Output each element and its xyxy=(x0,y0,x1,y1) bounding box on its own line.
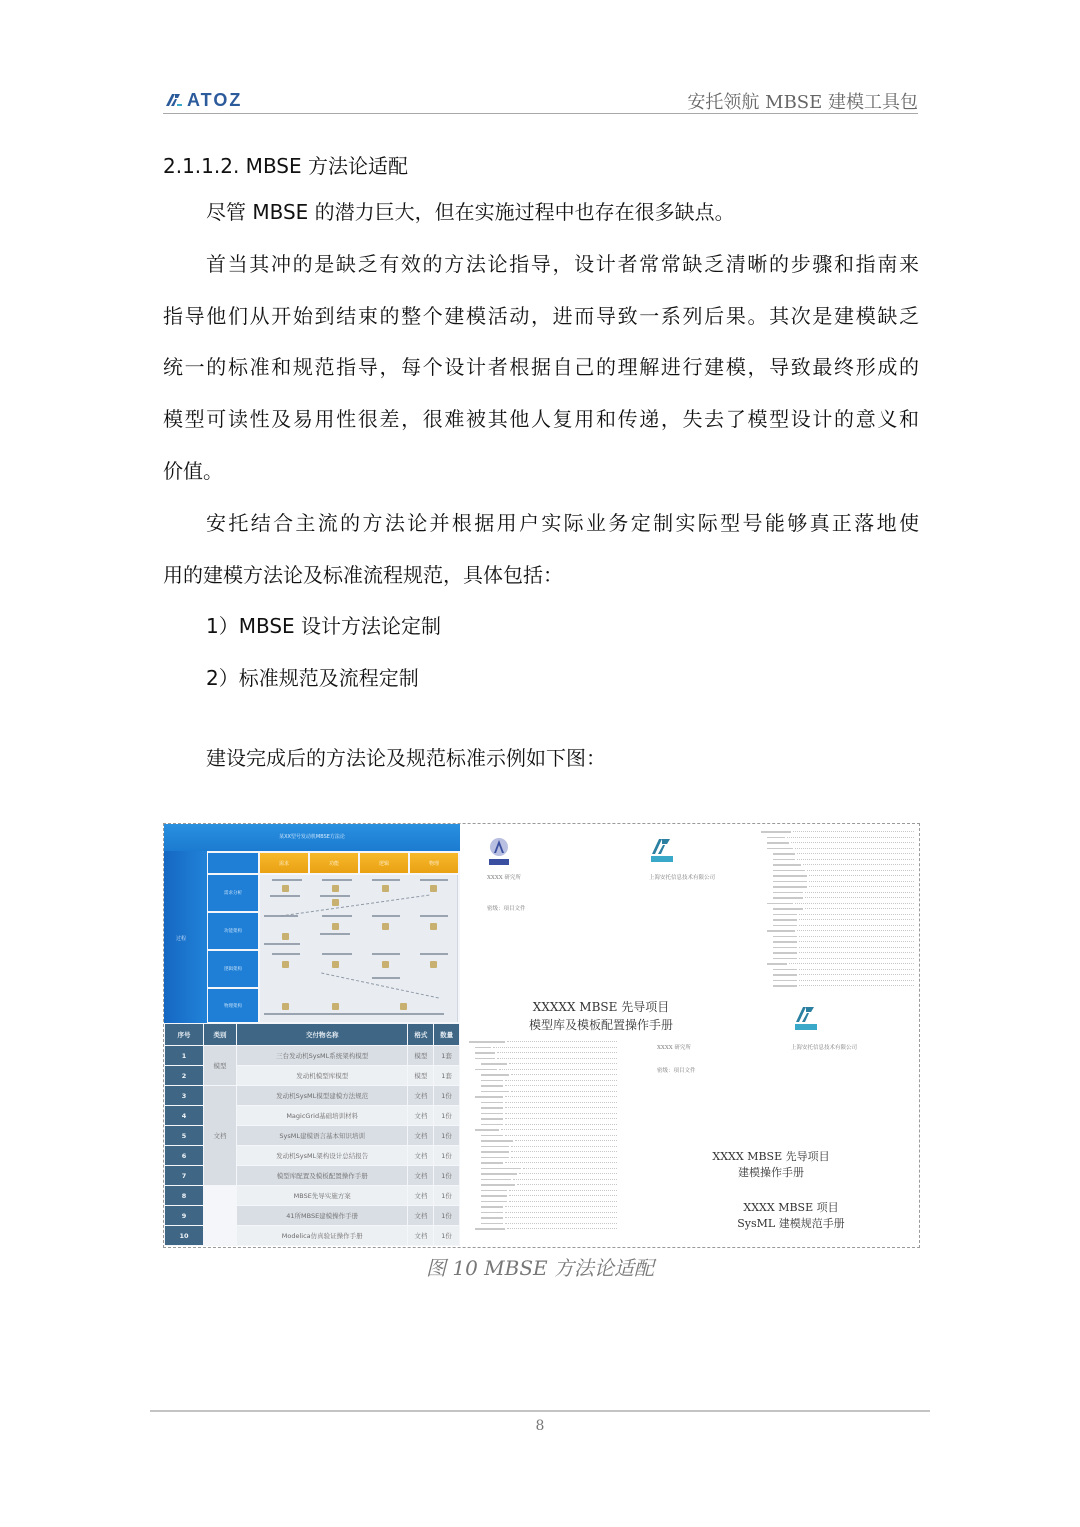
col-header-name: 交付物名称 xyxy=(237,1024,408,1046)
blueprint-col-header: 功能 xyxy=(310,853,358,873)
cover2-title xyxy=(691,1149,851,1181)
row-no: 9 xyxy=(165,1206,204,1226)
row-qty: 1份 xyxy=(434,1206,460,1226)
blueprint-row-header: 需求分析 xyxy=(208,875,258,911)
row-category xyxy=(204,1226,237,1246)
paragraph-2-line-5: 价值。 xyxy=(163,459,223,483)
row-category: 文档 xyxy=(204,1086,237,1186)
china-aerospace-logo-icon xyxy=(487,836,511,868)
row-format: 文档 xyxy=(408,1186,434,1206)
row-no: 8 xyxy=(165,1186,204,1206)
antuo-group-logo-icon xyxy=(793,1004,819,1032)
row-format: 文档 xyxy=(408,1126,434,1146)
blueprint-row-header: 物理架构 xyxy=(208,989,258,1022)
section-heading: 2.1.1.2. MBSE 方法论适配 xyxy=(163,154,408,178)
document-covers-panel xyxy=(461,824,920,1246)
cover2-title-line2: 建模操作手册 xyxy=(738,1166,804,1179)
row-format: 文档 xyxy=(408,1106,434,1126)
list-item-2: 2）标准规范及流程定制 xyxy=(206,666,419,690)
row-qty: 1套 xyxy=(434,1066,460,1086)
row-format: 文档 xyxy=(408,1166,434,1186)
table-row xyxy=(165,1226,460,1246)
figure-caption: 图 10 MBSE 方法论适配 xyxy=(426,1256,654,1280)
logo-text: ATOZ xyxy=(187,90,243,110)
row-no: 1 xyxy=(165,1046,204,1066)
col-header-no: 序号 xyxy=(165,1024,204,1046)
row-name: 模型库配置及模板配置操作手册 xyxy=(237,1166,408,1186)
footer-divider xyxy=(150,1410,930,1412)
row-no: 6 xyxy=(165,1146,204,1166)
row-name: 发动机SysML模型建模方法规范 xyxy=(237,1086,408,1106)
paragraph-3-line-2: 用的建模方法论及标准流程规范，具体包括： xyxy=(163,563,563,587)
row-category: 模型 xyxy=(204,1046,237,1086)
table-row xyxy=(165,1086,460,1106)
cover2-title-line1: XXXX MBSE 先导项目 xyxy=(712,1150,830,1163)
blueprint-title: 某XX型号发动机MBSE方法论 xyxy=(164,824,460,851)
page-header xyxy=(163,84,918,114)
blueprint-grid xyxy=(260,875,458,1022)
cover1-org-left: XXXX 研究所 xyxy=(487,875,521,881)
row-name: MBSE先导实施方案 xyxy=(237,1186,408,1206)
cover1-secret: 密级：项目文件 xyxy=(487,906,526,912)
cover3-title-line1: XXXX MBSE 项目 xyxy=(743,1201,839,1214)
row-qty: 1份 xyxy=(434,1106,460,1126)
cover3-title-line2: SysML 建模规范手册 xyxy=(737,1217,845,1230)
cover3-title xyxy=(711,1200,871,1232)
row-qty: 1份 xyxy=(434,1186,460,1206)
blueprint-side-band xyxy=(164,851,207,1023)
row-no: 2 xyxy=(165,1066,204,1086)
antuo-group-logo-icon xyxy=(649,836,675,864)
table-row xyxy=(165,1186,460,1206)
blueprint-corner xyxy=(208,853,258,873)
toc-page-2 xyxy=(469,1039,619,1232)
cover1-title xyxy=(501,998,701,1034)
table-row xyxy=(165,1046,460,1066)
row-name: 发动机模型库模型 xyxy=(237,1066,408,1086)
row-category xyxy=(204,1206,237,1226)
row-qty: 1份 xyxy=(434,1166,460,1186)
row-name: SysML建模语言基本知识培训 xyxy=(237,1126,408,1146)
paragraph-2-line-3: 统一的标准和规范指导，每个设计者根据自己的理解进行建模，导致最终形成的 xyxy=(163,355,919,379)
row-format: 文档 xyxy=(408,1226,434,1246)
atoz-logo-icon xyxy=(165,93,183,107)
blueprint-row-header: 功能架构 xyxy=(208,913,258,949)
row-no: 10 xyxy=(165,1226,204,1246)
col-header-qty: 数量 xyxy=(434,1024,460,1046)
cover1-org-right: 上海安托信息技术有限公司 xyxy=(649,875,716,881)
toc-page-1 xyxy=(761,829,916,989)
blueprint-col-header: 逻辑 xyxy=(360,853,408,873)
paragraph-2-line-2: 指导他们从开始到结束的整个建模活动，进而导致一系列后果。其次是建模缺乏 xyxy=(163,304,919,328)
row-name: MagicGrid基础培训材料 xyxy=(237,1106,408,1126)
atoz-logo xyxy=(165,92,242,108)
row-name: 发动机SysML架构设计总结报告 xyxy=(237,1146,408,1166)
cover2-org-right: 上海安托信息技术有限公司 xyxy=(791,1045,858,1051)
header-title: 安托领航 MBSE 建模工具包 xyxy=(687,92,918,113)
paragraph-2-line-1: 首当其冲的是缺乏有效的方法论指导，设计者常常缺乏清晰的步骤和指南来 xyxy=(206,252,919,276)
blueprint-col-header: 物理 xyxy=(410,853,458,873)
paragraph-1: 尽管 MBSE 的潜力巨大，但在实施过程中也存在很多缺点。 xyxy=(206,200,735,224)
row-no: 5 xyxy=(165,1126,204,1146)
blueprint-row-header: 逻辑架构 xyxy=(208,951,258,987)
row-qty: 1份 xyxy=(434,1086,460,1106)
paragraph-3-line-1: 安托结合主流的方法论并根据用户实际业务定制实际型号能够真正落地使 xyxy=(206,511,919,535)
list-item-1: 1）MBSE 设计方法论定制 xyxy=(206,614,442,638)
col-header-format: 格式 xyxy=(408,1024,434,1046)
row-no: 7 xyxy=(165,1166,204,1186)
figure-mbse-methodology xyxy=(163,823,920,1248)
row-format: 模型 xyxy=(408,1066,434,1086)
blueprint-side-label: 过程 xyxy=(176,936,187,942)
row-format: 文档 xyxy=(408,1206,434,1226)
table-row xyxy=(165,1206,460,1226)
row-qty: 1份 xyxy=(434,1226,460,1246)
row-name: 41所MBSE建模操作手册 xyxy=(237,1206,408,1226)
cover2-secret: 密级：项目文件 xyxy=(657,1068,696,1074)
methodology-panel xyxy=(164,824,460,1246)
cover2-org-left: XXXX 研究所 xyxy=(657,1045,691,1051)
row-format: 文档 xyxy=(408,1086,434,1106)
row-qty: 1套 xyxy=(434,1046,460,1066)
col-header-category: 类别 xyxy=(204,1024,237,1046)
row-name: 三台发动机SysML系统架构模型 xyxy=(237,1046,408,1066)
row-name: Modelica仿真验证操作手册 xyxy=(237,1226,408,1246)
cover1-title-line2: 模型库及模板配置操作手册 xyxy=(528,1018,673,1032)
row-format: 模型 xyxy=(408,1046,434,1066)
blueprint-col-header: 需求 xyxy=(260,853,308,873)
paragraph-2-line-4: 模型可读性及易用性很差，很难被其他人复用和传递，失去了模型设计的意义和 xyxy=(163,407,919,431)
row-qty: 1份 xyxy=(434,1126,460,1146)
row-no: 3 xyxy=(165,1086,204,1106)
table-header-row xyxy=(165,1024,460,1046)
deliverables-table xyxy=(164,1023,460,1246)
row-qty: 1份 xyxy=(434,1146,460,1166)
row-format: 文档 xyxy=(408,1146,434,1166)
row-category xyxy=(204,1186,237,1206)
cover1-title-line1: XXXXX MBSE 先导项目 xyxy=(532,1000,670,1014)
figure-intro: 建设完成后的方法论及规范标准示例如下图： xyxy=(206,746,606,770)
page-number: 8 xyxy=(535,1418,545,1434)
row-no: 4 xyxy=(165,1106,204,1126)
